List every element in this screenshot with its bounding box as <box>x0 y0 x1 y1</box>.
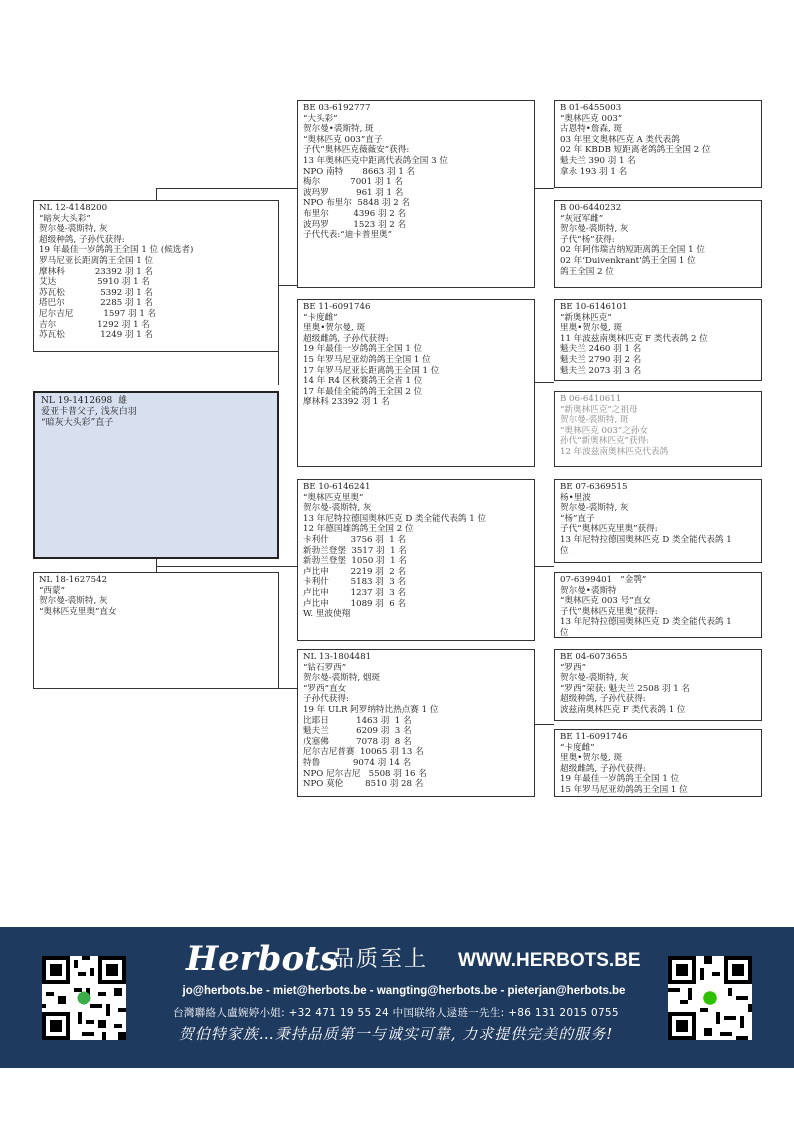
pedigree-line: 罗马尼亚长距离鸽王全国 1 位 <box>39 255 154 266</box>
pedigree-line: 里奥•贺尔曼, 斑 <box>560 323 623 334</box>
ring-number: NL 19-1412698 雄 <box>41 396 128 406</box>
pedigree-line: “奥林匹克 003 号”直女 <box>560 596 651 607</box>
email-list[interactable]: jo@herbots.be - miet@herbots.be - wangting@herbots.be - pieterjan@herbots.be <box>182 985 626 997</box>
pedigree-line: 贺尔曼-裘斯特, 灰 <box>560 224 629 235</box>
pedigree-line: 19 年最佳一岁鸽鸽王全国 1 位 <box>303 344 423 355</box>
pedigree-line: “新奥林匹克” <box>560 312 612 323</box>
pedigree-line: 魁夫兰 2460 羽 1 名 <box>560 344 642 355</box>
sire-sire-dam-box <box>554 200 762 288</box>
pedigree-line: 魁夫兰 2073 羽 3 名 <box>560 365 642 376</box>
ring-number: NL 18-1627542 <box>39 575 108 585</box>
pedigree-line: 11 年波兹南奥林匹克 F 类代表鸽 2 位 <box>560 333 708 344</box>
pedigree-line: NPO 南特 8663 羽 1 名 <box>303 166 416 177</box>
pedigree-line: 贺尔曼-裘斯特, 灰 <box>39 224 108 235</box>
pedigree-line: “奥林匹克 003”直子 <box>303 134 383 145</box>
pedigree-line: 魁夫兰 390 羽 1 名 <box>560 155 636 166</box>
line-qr-code-icon <box>42 956 126 1040</box>
pedigree-line: 位 <box>560 627 569 638</box>
pedigree-line: 戊塞佛 7078 羽 8 名 <box>303 736 412 747</box>
pedigree-line: “暗灰大头彩” <box>39 213 91 224</box>
pedigree-line: 魁夫兰 6209 羽 3 名 <box>303 726 412 737</box>
pedigree-line: 魁夫兰 2790 羽 2 名 <box>560 354 642 365</box>
pedigree-line: 尼尔吉尼 1597 羽 1 名 <box>39 308 157 319</box>
sire-sire-box <box>297 100 535 288</box>
pedigree-line: 12 年波兹南奥林匹克代表鸽 <box>560 446 669 457</box>
pedigree-line: 13 年尼特拉德国奥林匹克 D 类全能代表鸽 1 位 <box>303 513 487 524</box>
pedigree-line: 新勃兰登堡 3517 羽 1 名 <box>303 545 407 556</box>
sire-box <box>33 200 279 352</box>
dam-sire-sire-box <box>554 479 762 563</box>
connector <box>156 557 157 573</box>
pedigree-line: 19 年最佳一岁鸽鸽王全国 1 位 (候选者) <box>39 245 194 256</box>
pedigree-line: “新奥林匹克”之祖母 <box>560 404 638 415</box>
dam-dam-box <box>297 649 535 797</box>
sire-sire-sire-box <box>554 100 762 188</box>
pedigree-line: “罗西” <box>560 662 586 673</box>
herbots-logo: Herbots <box>186 939 339 979</box>
pedigree-line: W. 里波使翔 <box>303 609 351 620</box>
pedigree-line: 摩林科 23392 羽 1 名 <box>39 266 154 277</box>
pedigree-line: 艾达 5910 羽 1 名 <box>39 277 150 288</box>
pedigree-line: 12 年德国雄鸽鸽王全国 2 位 <box>303 524 414 535</box>
dam-sire-box <box>297 479 535 641</box>
pedigree-line: 超级雌鸽, 子孙代获得: <box>560 763 646 774</box>
pedigree-line: “西蒙” <box>39 585 65 596</box>
sire-dam-sire-box <box>554 299 762 381</box>
ring-number: BE 03-6192777 <box>303 103 371 113</box>
pedigree-line: 爱亚卡普父子, 浅灰白羽 <box>41 407 137 417</box>
pedigree-line: 子代“奥林匹克薇薇安”获得: <box>303 145 410 156</box>
pedigree-line: “大头彩” <box>303 113 338 124</box>
pedigree-line: NPO 布里尔 5848 羽 2 名 <box>303 198 411 209</box>
pedigree-line: 吉尔 1292 羽 1 名 <box>39 319 150 330</box>
pedigree-line: 03 年里文奥林匹克 A 类代表鸽 <box>560 134 680 145</box>
pedigree-line: “奥林匹克 003”之孙女 <box>560 425 649 436</box>
pedigree-line: “暗灰大头彩”直子 <box>41 418 114 428</box>
pedigree-line: 19 年最佳一岁鸽鸽王全国 1 位 <box>560 774 680 785</box>
pedigree-line: 超级雌鸽, 子孙代获得: <box>303 333 389 344</box>
pedigree-line: 14 年 R4 区秋赛鸽王全省 1 位 <box>303 376 423 387</box>
pedigree-line: “奥林匹克里奥” <box>303 492 364 503</box>
ring-number: B 01-6455003 <box>560 103 622 113</box>
ring-number: BE 10-6146241 <box>303 482 371 492</box>
pedigree-line: “卡度雌” <box>560 742 595 753</box>
pedigree-line: 子孙代获得: <box>303 694 349 705</box>
subject-box <box>33 391 279 559</box>
pedigree-line: 贺尔曼-裘斯特, 灰 <box>560 503 629 514</box>
pedigree-line: 卢比申 1089 羽 6 名 <box>303 598 407 609</box>
pedigree-line: 贺尔曼-裘斯特, 烟斑 <box>303 673 381 684</box>
pedigree-line: 19 年 ULR 阿罗纳特比热点赛 1 位 <box>303 704 439 715</box>
pedigree-line: 杨•里波 <box>560 492 591 503</box>
pedigree-line: 苏瓦松 1249 羽 1 名 <box>39 330 154 341</box>
pedigree-line: 新勃兰登堡 1050 羽 1 名 <box>303 556 407 567</box>
pedigree-line: 布里尔 4396 羽 2 名 <box>303 208 407 219</box>
pedigree-line: 贺尔曼-裘斯特, 灰 <box>303 503 372 514</box>
sire-dam-dam-box <box>554 391 762 467</box>
connector <box>534 724 554 725</box>
ring-number: B 06-6410611 <box>560 394 622 404</box>
motto: 贺伯特家族…秉持品质第一与诚实可靠, 力求提供完美的服务! <box>178 1025 614 1043</box>
pedigree-line: 子代“奥林匹克里奥”获得: <box>560 524 658 535</box>
pedigree-line: 02 年阿伟瑞吉纳短距离鸽王全国 1 位 <box>560 245 705 256</box>
pedigree-line: 塔巴尔 2285 羽 1 名 <box>39 298 154 309</box>
footer-banner <box>0 927 794 1068</box>
pedigree-line: 里奥•贺尔曼, 斑 <box>303 323 366 334</box>
ring-number: 07-6399401 “金鹗” <box>560 575 647 585</box>
pedigree-line: 贺尔曼-裘斯特, 灰 <box>560 673 629 684</box>
ring-number: BE 04-6073655 <box>560 652 628 662</box>
pedigree-line: 卡利什 3756 羽 1 名 <box>303 534 407 545</box>
pedigree-line: 鸽王全国 2 位 <box>560 266 614 277</box>
pedigree-line: 摩林科 23392 羽 1 名 <box>303 397 390 408</box>
pedigree-line: 尼尔吉尼普赛 10065 羽 13 名 <box>303 747 424 758</box>
ring-number: NL 13-1804481 <box>303 652 372 662</box>
pedigree-line: 贺尔曼-裘斯特, 灰 <box>39 596 108 607</box>
pedigree-line: 贺尔曼-裘斯特, 斑 <box>560 415 629 426</box>
ring-number: NL 12-4148200 <box>39 203 108 213</box>
pedigree-line: 15 年罗马尼亚幼鸽鸽王全国 1 位 <box>560 784 688 795</box>
dam-sire-dam-box <box>554 572 762 638</box>
pedigree-line: 特鲁 9074 羽 14 名 <box>303 757 412 768</box>
pedigree-line: 贺尔曼•裘斯特, 斑 <box>303 124 374 135</box>
ring-number: BE 11-6091746 <box>560 732 628 742</box>
pedigree-line: 贺尔曼•裘斯特 <box>560 585 617 596</box>
pedigree-line: 波玛罗 961 羽 1 名 <box>303 187 404 198</box>
pedigree-line: 13 年尼特拉德国奥林匹克 D 类全能代表鸽 1 <box>560 617 732 628</box>
pedigree-line: NPO 尼尔吉尼 5508 羽 16 名 <box>303 768 427 779</box>
pedigree-line: 拿永 193 羽 1 名 <box>560 166 628 177</box>
connector <box>278 688 297 689</box>
pedigree-line: “杨”直子 <box>560 513 595 524</box>
pedigree-line: 13 年尼特拉德国奥林匹克 D 类全能代表鸽 1 <box>560 534 732 545</box>
dam-dam-sire-box <box>554 649 762 721</box>
connector <box>534 188 554 189</box>
pedigree-line: “奥林匹克里奥”直女 <box>39 606 117 617</box>
pedigree-line: 古恩特•詹森, 斑 <box>560 124 623 135</box>
slogan: 品质至上 <box>332 947 429 972</box>
website-link[interactable]: WWW.HERBOTS.BE <box>458 950 641 971</box>
ring-number: BE 10-6146101 <box>560 302 628 312</box>
sire-dam-box <box>297 299 535 467</box>
pedigree-line: 波兹南奥林匹克 F 类代表鸽 1 位 <box>560 704 686 715</box>
dam-dam-dam-box <box>554 729 762 797</box>
wechat-qr-code-icon <box>668 956 752 1040</box>
ring-number: BE 11-6091746 <box>303 302 371 312</box>
pedigree-line: 子代代表:“迪卡普里奥” <box>303 230 393 241</box>
connector <box>534 566 554 567</box>
connector <box>156 188 297 189</box>
pedigree-line: 13 年奥林匹克中距离代表鸽全国 3 位 <box>303 155 448 166</box>
pedigree-line: “卡度雌” <box>303 312 338 323</box>
pedigree-line: 孙代“新奥林匹克”获得: <box>560 436 650 447</box>
pedigree-line: 卡利什 5183 羽 3 名 <box>303 577 407 588</box>
pedigree-line: 超级种鸽, 子孙代获得: <box>560 694 646 705</box>
pedigree-line: 17 年罗马尼亚长距离鸽王全国 1 位 <box>303 365 440 376</box>
pedigree-line: 02 年‘Duivenkrant’鸽王全国 1 位 <box>560 255 696 266</box>
pedigree-line: NPO 莫伦 8510 羽 28 名 <box>303 779 424 790</box>
brand-header <box>186 939 641 979</box>
ring-number: B 00-6440232 <box>560 203 622 213</box>
pedigree-line: “钻石罗西” <box>303 662 347 673</box>
pedigree-line: 卢比申 2219 羽 2 名 <box>303 566 407 577</box>
pedigree-line: 子代“杨”获得: <box>560 234 615 245</box>
pedigree-line: “罗西”荣获: 魁夫兰 2508 羽 1 名 <box>560 683 691 694</box>
pedigree-line: 超级种鸽, 子孙代获得: <box>39 234 125 245</box>
pedigree-line: “灰冠军雌” <box>560 213 604 224</box>
pedigree-line: 02 年 KBDB 短距离老鸽鸽王全国 2 位 <box>560 145 711 156</box>
pedigree-line: “罗西”直女 <box>303 683 347 694</box>
pedigree-line: 比耶日 1463 羽 1 名 <box>303 715 412 726</box>
connector <box>534 382 554 383</box>
dam-box <box>33 572 279 689</box>
connector <box>156 566 297 567</box>
pedigree-line: 位 <box>560 545 569 556</box>
pedigree-line: 17 年最佳全能鸽鸽王全国 2 位 <box>303 386 423 397</box>
pedigree-line: 里奥•贺尔曼, 斑 <box>560 753 623 764</box>
pedigree-line: 波玛罗 1523 羽 2 名 <box>303 219 407 230</box>
ring-number: BE 07-6369515 <box>560 482 628 492</box>
pedigree-line: 苏瓦松 5392 羽 1 名 <box>39 287 154 298</box>
pedigree-line: “奥林匹克 003” <box>560 113 623 124</box>
pedigree-line: 子代“奥林匹克里奥”获得: <box>560 606 658 617</box>
connector <box>278 285 297 286</box>
contact-phones: 台灣聯絡人盧婉婷小姐: +32 471 19 55 24 中国联络人逯琏一先生: +86 131 2015 0755 <box>173 1007 619 1019</box>
pedigree-line: 梅尔 7001 羽 1 名 <box>303 177 403 188</box>
pedigree-line: 卢比申 1237 羽 3 名 <box>303 587 407 598</box>
pedigree-line: 15 年罗马尼亚幼鸽鸽王全国 1 位 <box>303 354 431 365</box>
